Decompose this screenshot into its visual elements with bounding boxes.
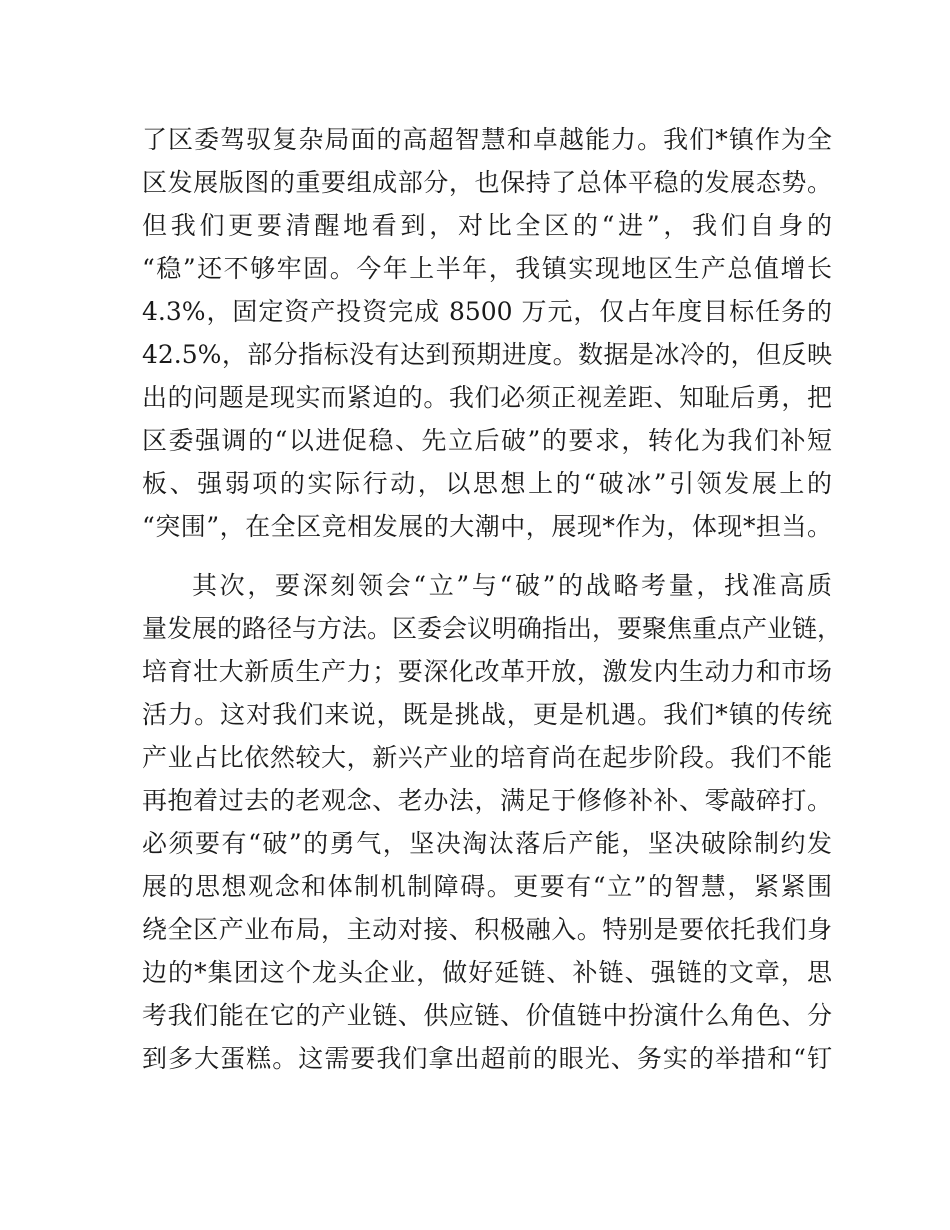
text-line: 再抱着过去的老观念、老办法，满足于修修补补、零敲碎打。	[142, 786, 832, 815]
text-line: 区发展版图的重要组成部分，也保持了总体平稳的发展态势。	[142, 168, 832, 197]
text-line: 区委强调的“以进促稳、先立后破”的要求，转化为我们补短	[142, 426, 832, 455]
text-line: 边的*集团这个龙头企业，做好延链、补链、强链的文章，思	[142, 958, 832, 987]
text-line: 培育壮大新质生产力；要深化改革开放，激发内生动力和市场	[142, 657, 832, 686]
text-line: 展的思想观念和体制机制障碍。更要有“立”的智慧，紧紧围	[142, 872, 832, 901]
paragraph-1	[142, 118, 832, 548]
text-line: 4.3%，固定资产投资完成 8500 万元，仅占年度目标任务的	[142, 297, 832, 326]
text-line: 42.5%，部分指标没有达到预期进度。数据是冰冷的，但反映	[142, 340, 832, 369]
text-line: “稳”还不够牢固。今年上半年，我镇实现地区生产总值增长	[142, 254, 832, 283]
text-line: 活力。这对我们来说，既是挑战，更是机遇。我们*镇的传统	[142, 700, 832, 729]
text-line: 绕全区产业布局，主动对接、积极融入。特别是要依托我们身	[142, 915, 832, 944]
paragraph-2	[142, 564, 843, 1080]
text-line: 了区委驾驭复杂局面的高超智慧和卓越能力。我们*镇作为全	[142, 125, 832, 154]
text-line: 考我们能在它的产业链、供应链、价值链中扮演什么角色、分	[142, 1001, 832, 1030]
text-line: 其次，要深刻领会“立”与“破”的战略考量，找准高质	[192, 571, 832, 600]
text-line: 到多大蛋糕。这需要我们拿出超前的眼光、务实的举措和“钉	[142, 1044, 832, 1073]
text-line: 板、强弱项的实际行动，以思想上的“破冰”引领发展上的	[142, 469, 832, 498]
text-line: 但我们更要清醒地看到，对比全区的“进”，我们自身的	[142, 211, 832, 240]
text-line: 产业占比依然较大，新兴产业的培育尚在起步阶段。我们不能	[142, 743, 832, 772]
text-line: 出的问题是现实而紧迫的。我们必须正视差距、知耻后勇，把	[142, 383, 832, 412]
text-line: “突围”，在全区竞相发展的大潮中，展现*作为，体现*担当。	[142, 512, 832, 541]
text-line: 必须要有“破”的勇气，坚决淘汰落后产能，坚决破除制约发	[142, 829, 832, 858]
document-body	[142, 118, 843, 1080]
paragraph-spacer	[142, 548, 832, 564]
text-line: 量发展的路径与方法。区委会议明确指出，要聚焦重点产业链，	[142, 614, 843, 643]
